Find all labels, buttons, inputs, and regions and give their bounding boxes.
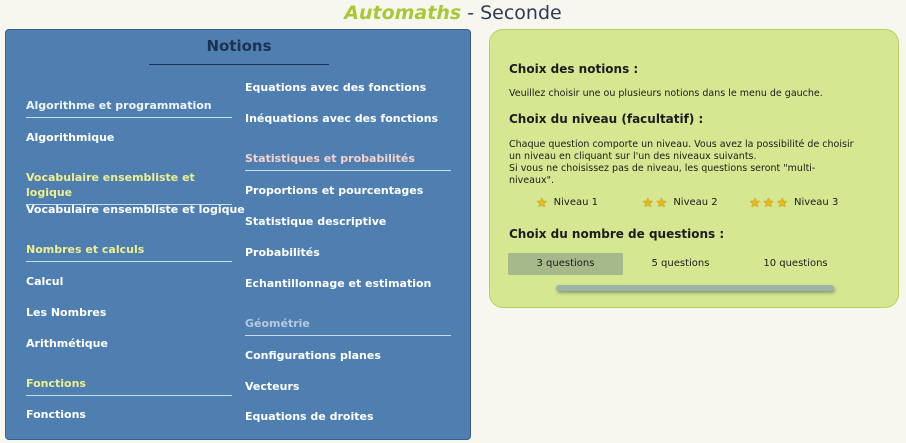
- star-icon: ★: [776, 195, 788, 211]
- config-panel: [489, 29, 899, 308]
- level-choice-title: Choix du niveau (facultatif) :: [509, 112, 704, 126]
- level-option-3[interactable]: [749, 196, 838, 210]
- level-choice-text-line2: un niveau en cliquant sur l'un des niveaux suivants.: [509, 151, 757, 162]
- section-header-vocabulaire: Vocabulaire ensembliste et logique: [26, 170, 232, 205]
- notion-item-statistique-descriptive[interactable]: Statistique descriptive: [245, 215, 387, 228]
- section-header-algorithme: Algorithme et programmation: [26, 98, 232, 118]
- notion-item-equations-droites[interactable]: Equations de droites: [245, 410, 374, 423]
- star-icon: ★: [536, 195, 548, 211]
- section-header-statistiques: Statistiques et probabilités: [245, 151, 451, 171]
- submit-bar[interactable]: [556, 285, 834, 291]
- notion-item-probabilites[interactable]: Probabilités: [245, 246, 320, 259]
- notions-choice-text: Veuillez choisir une ou plusieurs notions dans le menu de gauche.: [509, 88, 823, 99]
- notion-item-equations-fonctions[interactable]: Equations avec des fonctions: [245, 81, 427, 94]
- notion-item-inequations-fonctions[interactable]: Inéquations avec des fonctions: [245, 112, 439, 125]
- section-header-fonctions: Fonctions: [26, 376, 232, 396]
- level-choice-text-line3: Si vous ne choisissez pas de niveau, les questions seront "multi-: [509, 163, 816, 174]
- level-option-label: Niveau 1: [553, 197, 598, 208]
- notion-item-calcul[interactable]: Calcul: [26, 275, 64, 288]
- questions-choice-title: Choix du nombre de questions :: [509, 227, 725, 241]
- notion-item-echantillonnage[interactable]: Echantillonnage et estimation: [245, 277, 432, 290]
- notion-item-vocabulaire[interactable]: Vocabulaire ensembliste et logique: [26, 203, 245, 216]
- notion-item-algorithmique[interactable]: Algorithmique: [26, 131, 115, 144]
- level-option-1[interactable]: [536, 196, 598, 210]
- header-separator: -: [461, 2, 481, 24]
- title-divider: [149, 64, 329, 65]
- level-option-label: Niveau 3: [793, 197, 839, 208]
- notions-title: Notions: [206, 37, 272, 55]
- notions-panel: [5, 29, 471, 440]
- star-icon: ★: [655, 195, 668, 211]
- star-icon: ★: [642, 195, 654, 211]
- page-header: [0, 0, 906, 26]
- questions-option-3[interactable]: 3 questions: [508, 253, 623, 275]
- level-choice-text-line4: niveaux".: [509, 175, 554, 186]
- section-header-geometrie: Géométrie: [245, 316, 451, 336]
- notion-item-arithmetique[interactable]: Arithmétique: [26, 337, 108, 350]
- notions-choice-title: Choix des notions :: [509, 62, 639, 76]
- level-option-2[interactable]: [642, 196, 718, 210]
- section-header-nombres: Nombres et calculs: [26, 242, 232, 262]
- star-icon: ★: [749, 195, 761, 211]
- notion-item-proportions[interactable]: Proportions et pourcentages: [245, 184, 424, 197]
- notion-item-les-nombres[interactable]: Les Nombres: [26, 306, 107, 319]
- questions-option-10[interactable]: 10 questions: [763, 258, 828, 269]
- brand-name: Automaths: [344, 2, 462, 24]
- level-option-label: Niveau 2: [673, 197, 718, 208]
- level-choice-text-line1: Chaque question comporte un niveau. Vous avez la possibilité de choisir: [509, 139, 854, 150]
- notion-item-fonctions[interactable]: Fonctions: [26, 408, 86, 421]
- star-icon: ★: [762, 195, 775, 211]
- questions-option-5[interactable]: 5 questions: [651, 258, 710, 269]
- notion-item-configurations-planes[interactable]: Configurations planes: [245, 349, 381, 362]
- notion-item-vecteurs[interactable]: Vecteurs: [245, 380, 300, 393]
- level-name: Seconde: [480, 2, 562, 24]
